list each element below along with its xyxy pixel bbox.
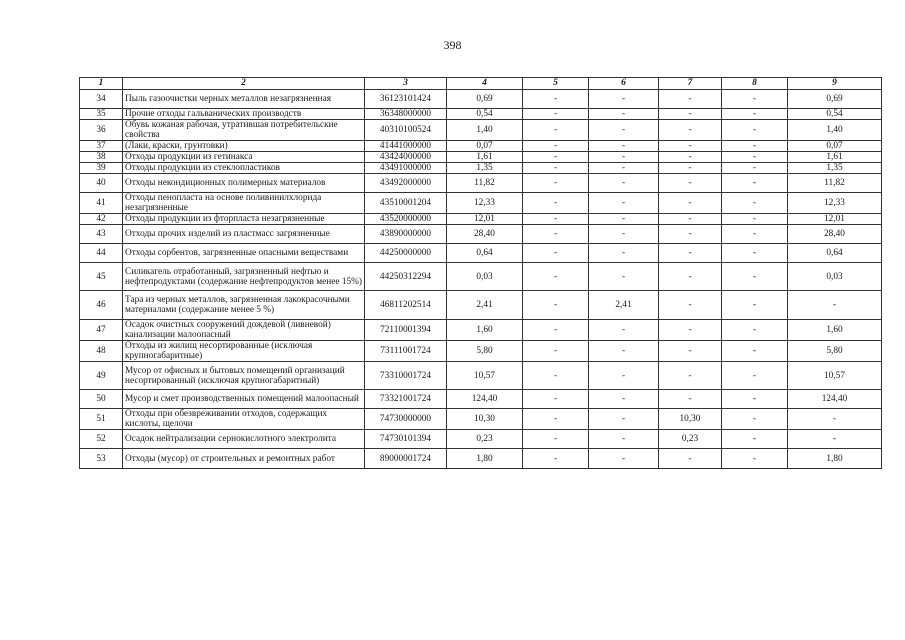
col-9-value: 1,61 — [788, 152, 882, 163]
row-number: 50 — [80, 390, 123, 409]
col-4-value: 0,69 — [447, 90, 523, 109]
row-number: 45 — [80, 263, 123, 291]
page-number: 398 — [443, 38, 462, 52]
col-5-value: - — [523, 263, 589, 291]
col-9-value: 0,03 — [788, 263, 882, 291]
row-number: 44 — [80, 244, 123, 263]
col-9-value: 124,40 — [788, 390, 882, 409]
col-7-value: - — [659, 193, 722, 214]
col-5-value: - — [523, 291, 589, 320]
row-number: 36 — [80, 120, 123, 141]
waste-code: 74730000000 — [365, 409, 447, 430]
col-9-value: 0,64 — [788, 244, 882, 263]
col-6-value: - — [589, 244, 659, 263]
col-6-value: - — [589, 225, 659, 244]
col-6-value: - — [589, 141, 659, 152]
col-4-value: 0,03 — [447, 263, 523, 291]
column-header: 4 — [447, 78, 523, 90]
waste-name: Отходы пенопласта на основе поливинилхлорида незагрязненные — [123, 193, 365, 214]
waste-name: Осадок нейтрализации сернокислотного электролита — [123, 430, 365, 449]
waste-code: 46811202514 — [365, 291, 447, 320]
row-number: 48 — [80, 341, 123, 362]
col-8-value: - — [722, 120, 788, 141]
waste-name: Осадок очистных сооружений дождевой (ливневой) канализации малоопасный — [123, 320, 365, 341]
table-row — [80, 109, 882, 120]
col-8-value: - — [722, 244, 788, 263]
table-row — [80, 449, 882, 469]
col-9-value: 5,80 — [788, 341, 882, 362]
col-4-value: 10,57 — [447, 362, 523, 390]
col-5-value: - — [523, 193, 589, 214]
col-6-value: - — [589, 120, 659, 141]
col-4-value: 2,41 — [447, 291, 523, 320]
col-6-value: - — [589, 90, 659, 109]
col-8-value: - — [722, 141, 788, 152]
column-header: 2 — [123, 78, 365, 90]
waste-name: Обувь кожаная рабочая, утратившая потребительские свойства — [123, 120, 365, 141]
col-8-value: - — [722, 152, 788, 163]
row-number: 53 — [80, 449, 123, 469]
waste-code: 36348000000 — [365, 109, 447, 120]
table-row — [80, 152, 882, 163]
waste-code: 44250312294 — [365, 263, 447, 291]
col-4-value: 1,60 — [447, 320, 523, 341]
table-row — [80, 141, 882, 152]
waste-code: 43424000000 — [365, 152, 447, 163]
col-8-value: - — [722, 449, 788, 469]
col-9-value: - — [788, 409, 882, 430]
column-header: 7 — [659, 78, 722, 90]
col-8-value: - — [722, 263, 788, 291]
col-8-value: - — [722, 362, 788, 390]
col-9-value: - — [788, 291, 882, 320]
waste-code: 43890000000 — [365, 225, 447, 244]
table-row — [80, 214, 882, 225]
waste-name: Мусор от офисных и бытовых помещений организаций несортированный (исключая крупногабаритный) — [123, 362, 365, 390]
col-8-value: - — [722, 214, 788, 225]
col-7-value: - — [659, 214, 722, 225]
col-9-value: 0,69 — [788, 90, 882, 109]
col-9-value: 12,01 — [788, 214, 882, 225]
row-number: 43 — [80, 225, 123, 244]
col-4-value: 12,33 — [447, 193, 523, 214]
waste-name: Пыль газоочистки черных металлов незагрязненная — [123, 90, 365, 109]
col-6-value: - — [589, 341, 659, 362]
waste-code: 73321001724 — [365, 390, 447, 409]
waste-code: 73310001724 — [365, 362, 447, 390]
col-5-value: - — [523, 362, 589, 390]
col-7-value: - — [659, 449, 722, 469]
col-9-value: 0,54 — [788, 109, 882, 120]
col-4-value: 12,01 — [447, 214, 523, 225]
col-8-value: - — [722, 90, 788, 109]
col-7-value: - — [659, 244, 722, 263]
col-6-value: - — [589, 390, 659, 409]
column-header: 5 — [523, 78, 589, 90]
row-number: 47 — [80, 320, 123, 341]
col-9-value: - — [788, 430, 882, 449]
row-number: 40 — [80, 174, 123, 193]
table-row — [80, 225, 882, 244]
waste-code: 40310100524 — [365, 120, 447, 141]
col-8-value: - — [722, 225, 788, 244]
col-6-value: - — [589, 174, 659, 193]
col-5-value: - — [523, 320, 589, 341]
column-header: 1 — [80, 78, 123, 90]
waste-name: Отходы из жилищ несортированные (исключая крупногабаритные) — [123, 341, 365, 362]
waste-name: Отходы продукции из стеклопластиков — [123, 163, 365, 174]
col-5-value: - — [523, 409, 589, 430]
col-8-value: - — [722, 174, 788, 193]
col-6-value: - — [589, 163, 659, 174]
col-4-value: 0,23 — [447, 430, 523, 449]
col-7-value: - — [659, 390, 722, 409]
col-7-value: - — [659, 141, 722, 152]
waste-code: 43510001204 — [365, 193, 447, 214]
waste-code: 43491000000 — [365, 163, 447, 174]
col-6-value: - — [589, 263, 659, 291]
waste-name: Отходы при обезвреживании отходов, содержащих кислоты, щелочи — [123, 409, 365, 430]
col-9-value: 0,07 — [788, 141, 882, 152]
col-7-value: - — [659, 90, 722, 109]
col-5-value: - — [523, 109, 589, 120]
col-4-value: 1,61 — [447, 152, 523, 163]
col-6-value: - — [589, 430, 659, 449]
table-row — [80, 174, 882, 193]
waste-code: 89000001724 — [365, 449, 447, 469]
col-7-value: - — [659, 263, 722, 291]
table-row — [80, 244, 882, 263]
col-7-value: - — [659, 362, 722, 390]
waste-code: 36123101424 — [365, 90, 447, 109]
table-row — [80, 362, 882, 390]
col-8-value: - — [722, 193, 788, 214]
col-7-value: 10,30 — [659, 409, 722, 430]
waste-code: 73111001724 — [365, 341, 447, 362]
table-row — [80, 390, 882, 409]
waste-name: Отходы (мусор) от строительных и ремонтных работ — [123, 449, 365, 469]
waste-name: Отходы сорбентов, загрязненные опасными веществами — [123, 244, 365, 263]
col-7-value: - — [659, 341, 722, 362]
col-4-value: 5,80 — [447, 341, 523, 362]
col-4-value: 124,40 — [447, 390, 523, 409]
col-5-value: - — [523, 141, 589, 152]
row-number: 35 — [80, 109, 123, 120]
col-9-value: 10,57 — [788, 362, 882, 390]
col-6-value: 2,41 — [589, 291, 659, 320]
col-8-value: - — [722, 291, 788, 320]
col-4-value: 10,30 — [447, 409, 523, 430]
waste-name: Прочие отходы гальванических производств — [123, 109, 365, 120]
table-row — [80, 291, 882, 320]
col-4-value: 0,54 — [447, 109, 523, 120]
col-8-value: - — [722, 409, 788, 430]
col-6-value: - — [589, 214, 659, 225]
waste-name: Отходы продукции из гетинакса — [123, 152, 365, 163]
col-7-value: - — [659, 109, 722, 120]
col-7-value: - — [659, 291, 722, 320]
col-9-value: 11,82 — [788, 174, 882, 193]
col-5-value: - — [523, 390, 589, 409]
waste-name: Мусор и смет производственных помещений малоопасный — [123, 390, 365, 409]
col-6-value: - — [589, 109, 659, 120]
col-8-value: - — [722, 341, 788, 362]
table-row — [80, 341, 882, 362]
col-4-value: 11,82 — [447, 174, 523, 193]
col-8-value: - — [722, 163, 788, 174]
col-5-value: - — [523, 449, 589, 469]
col-7-value: - — [659, 152, 722, 163]
row-number: 41 — [80, 193, 123, 214]
col-9-value: 1,40 — [788, 120, 882, 141]
row-number: 39 — [80, 163, 123, 174]
waste-name: Отходы некондиционных полимерных материалов — [123, 174, 365, 193]
waste-code: 44250000000 — [365, 244, 447, 263]
waste-code: 43520000000 — [365, 214, 447, 225]
waste-code: 43492000000 — [365, 174, 447, 193]
col-5-value: - — [523, 120, 589, 141]
col-5-value: - — [523, 90, 589, 109]
waste-name: Отходы продукции из фторпласта незагрязненные — [123, 214, 365, 225]
table-row — [80, 430, 882, 449]
col-7-value: - — [659, 225, 722, 244]
table-row — [80, 409, 882, 430]
row-number: 38 — [80, 152, 123, 163]
col-5-value: - — [523, 163, 589, 174]
waste-name: Тара из черных металлов, загрязненная лакокрасочными материалами (содержание менее 5 %) — [123, 291, 365, 320]
table-row — [80, 90, 882, 109]
row-number: 37 — [80, 141, 123, 152]
col-5-value: - — [523, 244, 589, 263]
col-4-value: 1,40 — [447, 120, 523, 141]
col-5-value: - — [523, 214, 589, 225]
row-number: 49 — [80, 362, 123, 390]
row-number: 46 — [80, 291, 123, 320]
table-row — [80, 120, 882, 141]
table-body — [80, 90, 882, 469]
col-6-value: - — [589, 152, 659, 163]
waste-code: 74730101394 — [365, 430, 447, 449]
column-header: 8 — [722, 78, 788, 90]
col-9-value: 12,33 — [788, 193, 882, 214]
col-4-value: 0,64 — [447, 244, 523, 263]
waste-name: Отходы прочих изделий из пластмасс загрязненные — [123, 225, 365, 244]
col-5-value: - — [523, 430, 589, 449]
col-8-value: - — [722, 109, 788, 120]
col-6-value: - — [589, 449, 659, 469]
col-9-value: 28,40 — [788, 225, 882, 244]
col-7-value: - — [659, 163, 722, 174]
column-header: 9 — [788, 78, 882, 90]
col-5-value: - — [523, 341, 589, 362]
col-4-value: 0,07 — [447, 141, 523, 152]
col-5-value: - — [523, 174, 589, 193]
col-4-value: 1,35 — [447, 163, 523, 174]
col-4-value: 1,80 — [447, 449, 523, 469]
row-number: 51 — [80, 409, 123, 430]
col-7-value: - — [659, 174, 722, 193]
row-number: 52 — [80, 430, 123, 449]
col-6-value: - — [589, 409, 659, 430]
col-6-value: - — [589, 193, 659, 214]
waste-code: 72110001394 — [365, 320, 447, 341]
col-5-value: - — [523, 225, 589, 244]
column-header: 6 — [589, 78, 659, 90]
row-number: 34 — [80, 90, 123, 109]
column-header: 3 — [365, 78, 447, 90]
col-7-value: 0,23 — [659, 430, 722, 449]
table-row — [80, 320, 882, 341]
waste-name: (Лаки, краски, грунтовки) — [123, 141, 365, 152]
col-9-value: 1,60 — [788, 320, 882, 341]
col-8-value: - — [722, 430, 788, 449]
col-7-value: - — [659, 120, 722, 141]
row-number: 42 — [80, 214, 123, 225]
col-8-value: - — [722, 320, 788, 341]
waste-table — [79, 77, 882, 469]
col-9-value: 1,80 — [788, 449, 882, 469]
col-6-value: - — [589, 362, 659, 390]
col-8-value: - — [722, 390, 788, 409]
table-row — [80, 163, 882, 174]
col-7-value: - — [659, 320, 722, 341]
table-row — [80, 193, 882, 214]
col-6-value: - — [589, 320, 659, 341]
col-4-value: 28,40 — [447, 225, 523, 244]
table-header-row — [80, 78, 882, 90]
table-row — [80, 263, 882, 291]
waste-code: 41441000000 — [365, 141, 447, 152]
col-5-value: - — [523, 152, 589, 163]
waste-name: Силикагель отработанный, загрязненный нефтью и нефтепродуктами (содержание нефтепродуктов менее 15%) — [123, 263, 365, 291]
col-9-value: 1,35 — [788, 163, 882, 174]
